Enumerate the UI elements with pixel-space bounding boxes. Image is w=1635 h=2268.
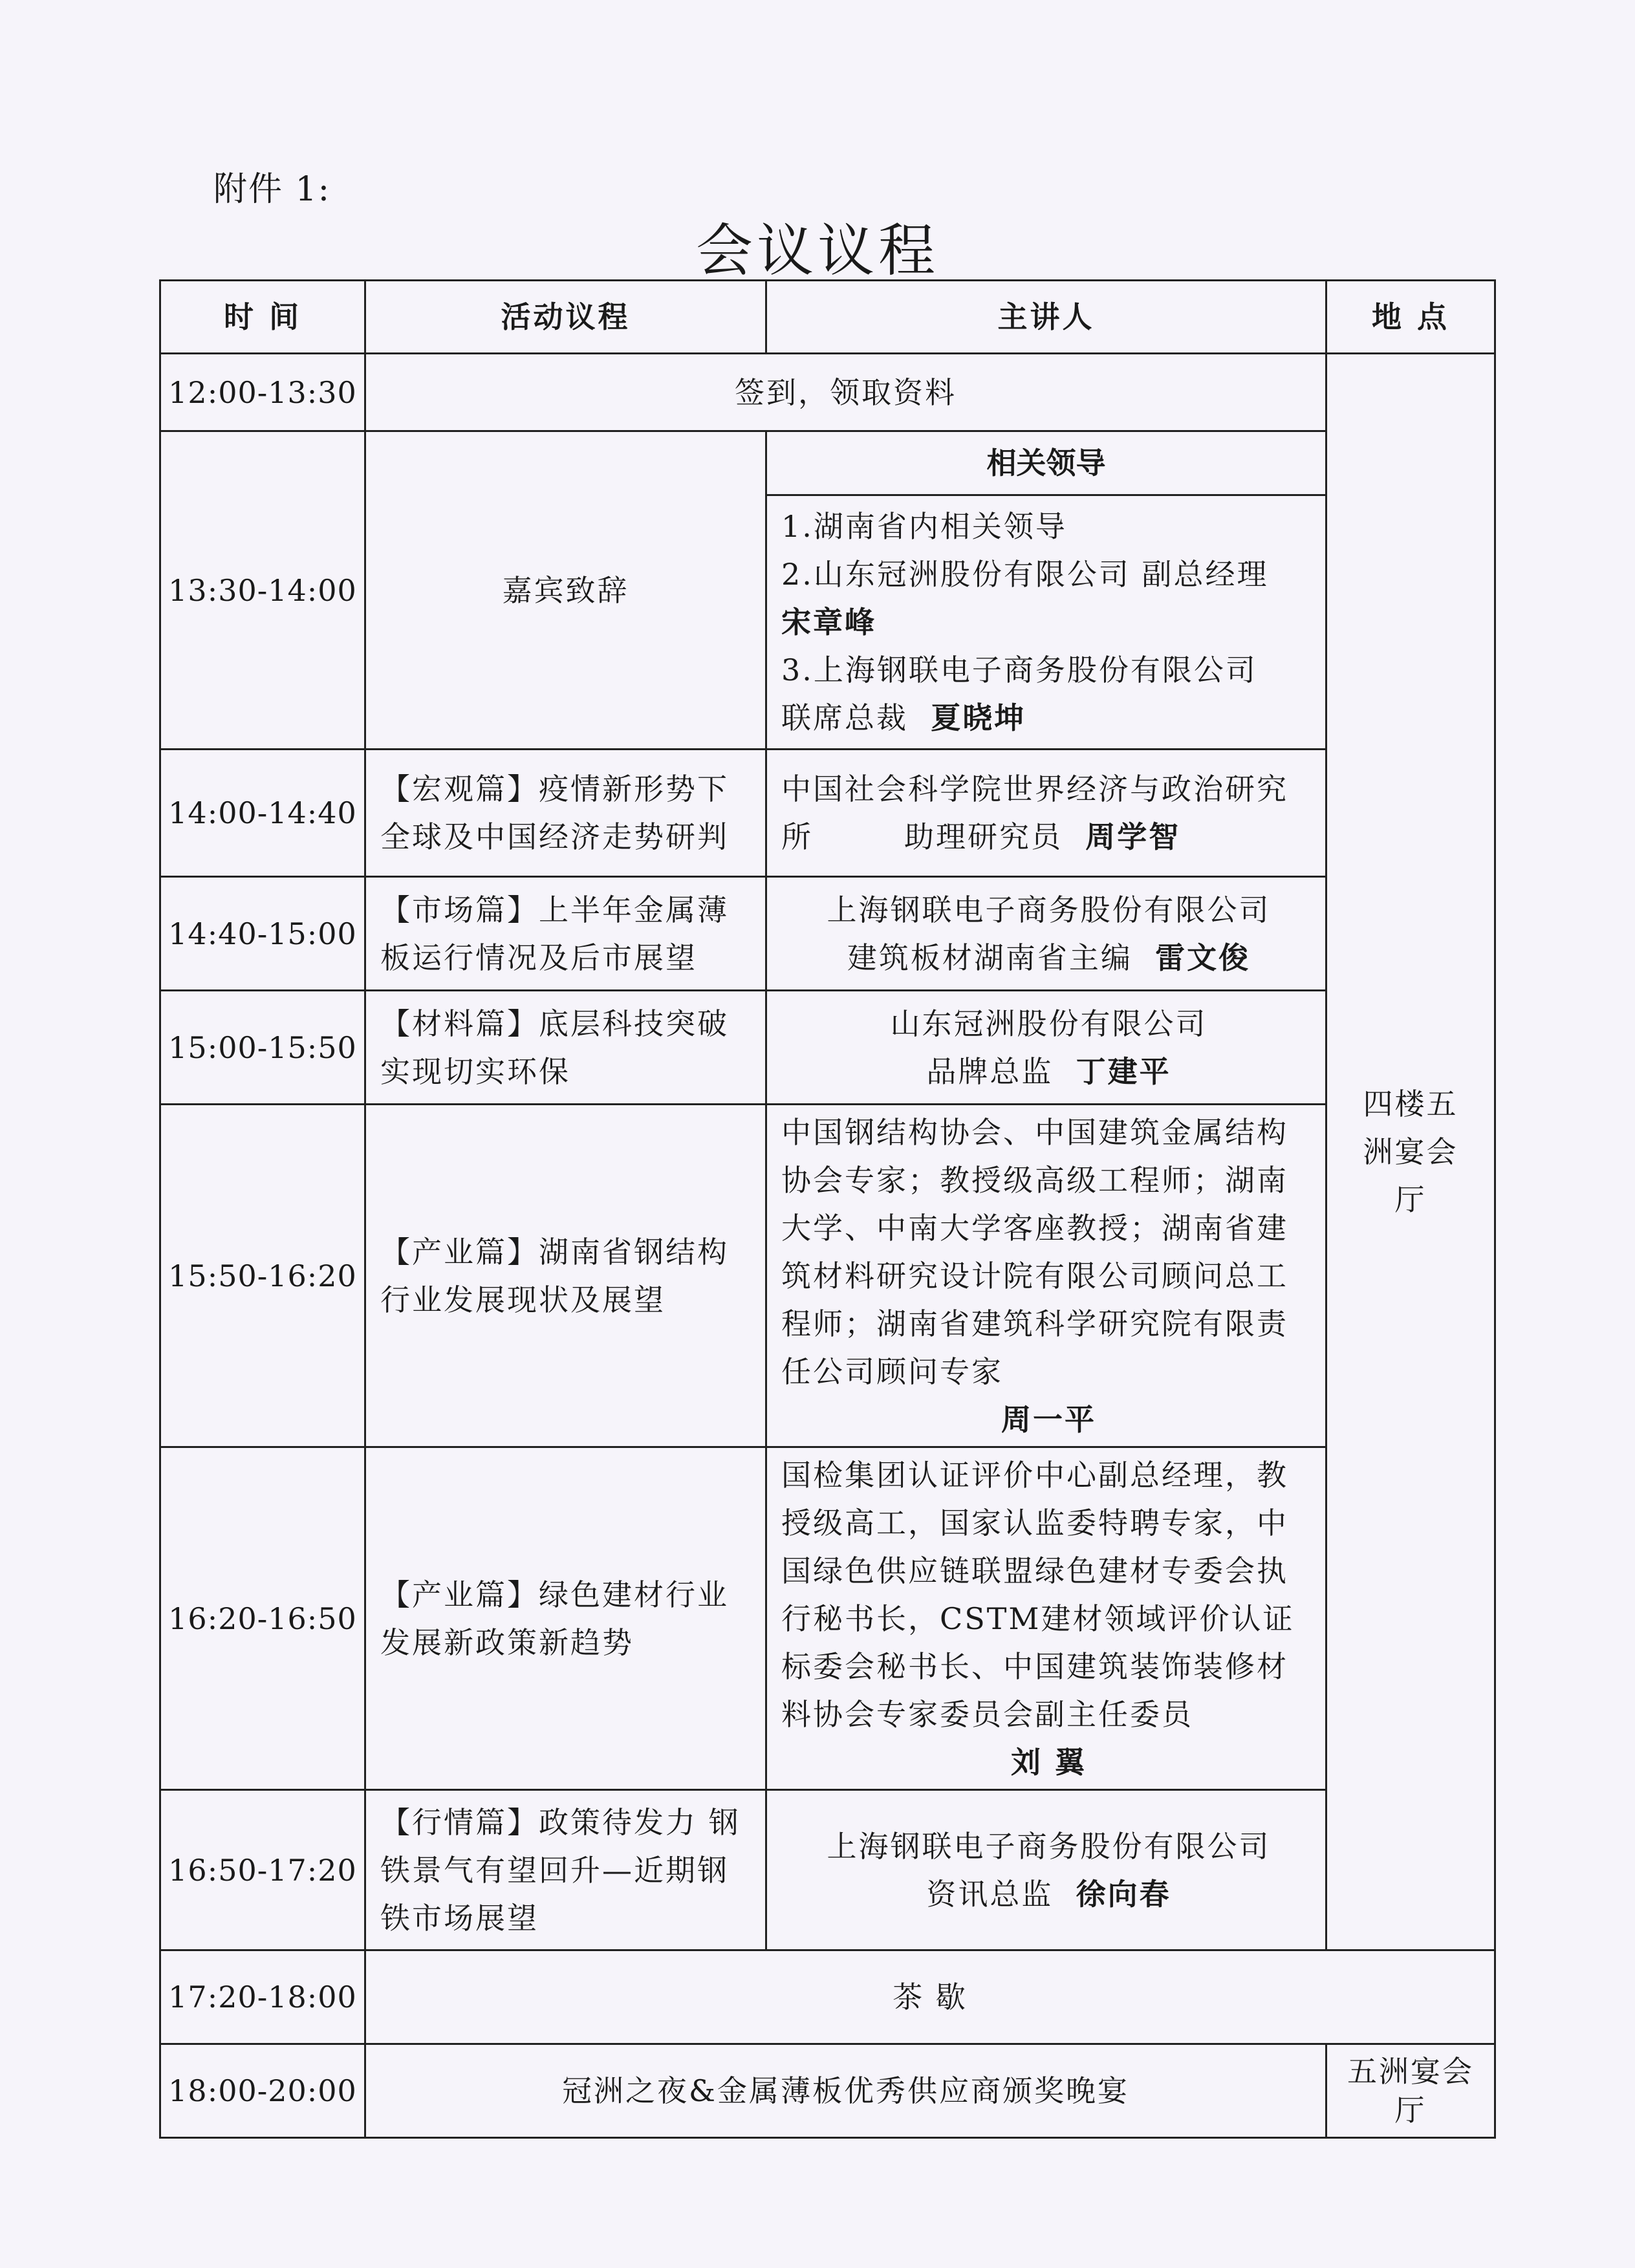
speaker-name: 雷文俊	[1155, 940, 1251, 975]
time-cell: 18:00-20:00	[160, 2044, 365, 2138]
agenda-table	[159, 279, 1496, 2139]
table-row	[160, 991, 1495, 1105]
speaker-line: 建筑板材湖南省主编	[847, 940, 1132, 975]
venue-cell	[1326, 354, 1495, 1950]
time-cell: 13:30-14:00	[160, 431, 365, 750]
time-cell: 14:40-15:00	[160, 877, 365, 991]
speaker-line: 资讯总监	[926, 1876, 1054, 1912]
agenda-cell: 【宏观篇】疫情新形势下全球及中国经济走势研判	[365, 750, 766, 877]
header-speaker: 主讲人	[766, 281, 1326, 354]
speaker-cell	[766, 877, 1326, 991]
speaker-name: 刘 翼	[1010, 1744, 1087, 1780]
speaker-name: 丁建平	[1076, 1053, 1171, 1089]
speaker-line: 中国社会科学院世界经济与政治研究	[781, 772, 1288, 806]
speaker-line: 2.山东冠洲股份有限公司 副总经理	[781, 557, 1269, 592]
table-row	[160, 1950, 1495, 2044]
page-title: 会议议程	[695, 217, 939, 284]
speaker-cell	[766, 1105, 1326, 1447]
speaker-cell	[766, 1447, 1326, 1790]
time-cell: 15:00-15:50	[160, 991, 365, 1105]
speaker-cell	[766, 1790, 1326, 1950]
agenda-cell: 嘉宾致辞	[365, 431, 766, 750]
table-row	[160, 1790, 1495, 1950]
time-cell: 15:50-16:20	[160, 1105, 365, 1447]
speaker-line: 联席总裁	[781, 700, 908, 735]
time-cell: 17:20-18:00	[160, 1950, 365, 2044]
time-cell: 12:00-13:30	[160, 354, 365, 431]
speaker-line: 山东冠洲股份有限公司	[890, 1006, 1207, 1041]
agenda-cell: 【行情篇】政策待发力 钢铁景气有望回升—近期钢铁市场展望	[365, 1790, 766, 1950]
merged-cell: 茶 歇	[365, 1950, 1495, 2044]
speaker-heading: 相关领导	[767, 432, 1325, 495]
table-row	[160, 1105, 1495, 1447]
attachment-label: 附件 1:	[213, 170, 331, 209]
speaker-name: 周一平	[1001, 1401, 1096, 1437]
table-row	[160, 354, 1495, 431]
time-cell: 14:00-14:40	[160, 750, 365, 877]
agenda-cell: 【产业篇】绿色建材行业发展新政策新趋势	[365, 1447, 766, 1790]
agenda-cell: 【市场篇】上半年金属薄板运行情况及后市展望	[365, 877, 766, 991]
time-cell: 16:50-17:20	[160, 1790, 365, 1950]
table-row	[160, 2044, 1495, 2138]
speaker-line: 国检集团认证评价中心副总经理，教授级高工，国家认监委特聘专家，中国绿色供应链联盟绿色建材专委会执行秘书长，CSTM建材领域评价认证标委会秘书长、中国建筑装饰装修材料协会专家委员会副主任委员	[781, 1457, 1295, 1732]
table-row	[160, 877, 1495, 991]
agenda-cell: 【材料篇】底层科技突破实现切实环保	[365, 991, 766, 1105]
merged-cell: 冠洲之夜&金属薄板优秀供应商颁奖晚宴	[365, 2044, 1326, 2138]
speaker-cell	[766, 991, 1326, 1105]
table-row	[160, 431, 1495, 750]
table-row	[160, 750, 1495, 877]
time-cell: 16:20-16:50	[160, 1447, 365, 1790]
speaker-name: 夏晓坤	[931, 700, 1026, 735]
venue-cell	[1326, 2044, 1495, 2138]
venue-text: 五洲宴会厅	[1347, 2054, 1474, 2128]
speaker-cell	[766, 750, 1326, 877]
speaker-cell	[766, 431, 1326, 750]
speaker-line: 中国钢结构协会、中国建筑金属结构协会专家；教授级高级工程师；湖南大学、中南大学客座教授；湖南省建筑材料研究设计院有限公司顾问总工程师；湖南省建筑科学研究院有限责任公司顾问专家	[781, 1114, 1288, 1389]
speaker-line: 所 助理研究员	[781, 819, 1063, 854]
speaker-line: 上海钢联电子商务股份有限公司	[827, 1828, 1271, 1864]
speaker-name: 周学智	[1085, 819, 1181, 854]
agenda-cell: 【产业篇】湖南省钢结构行业发展现状及展望	[365, 1105, 766, 1447]
header-row	[160, 281, 1495, 354]
venue-text: 四楼五洲宴会厅	[1363, 1086, 1458, 1217]
speaker-name: 宋章峰	[781, 605, 876, 640]
speaker-name: 徐向春	[1076, 1876, 1171, 1912]
speaker-line: 上海钢联电子商务股份有限公司	[827, 892, 1271, 927]
header-time: 时 间	[160, 281, 365, 354]
table-row	[160, 1447, 1495, 1790]
speaker-line: 3.上海钢联电子商务股份有限公司	[781, 653, 1257, 687]
header-agenda: 活动议程	[365, 281, 766, 354]
header-venue: 地 点	[1326, 281, 1495, 354]
merged-cell: 签到，领取资料	[365, 354, 1326, 431]
speaker-line: 品牌总监	[926, 1053, 1054, 1089]
speaker-line: 1.湖南省内相关领导	[781, 509, 1067, 544]
